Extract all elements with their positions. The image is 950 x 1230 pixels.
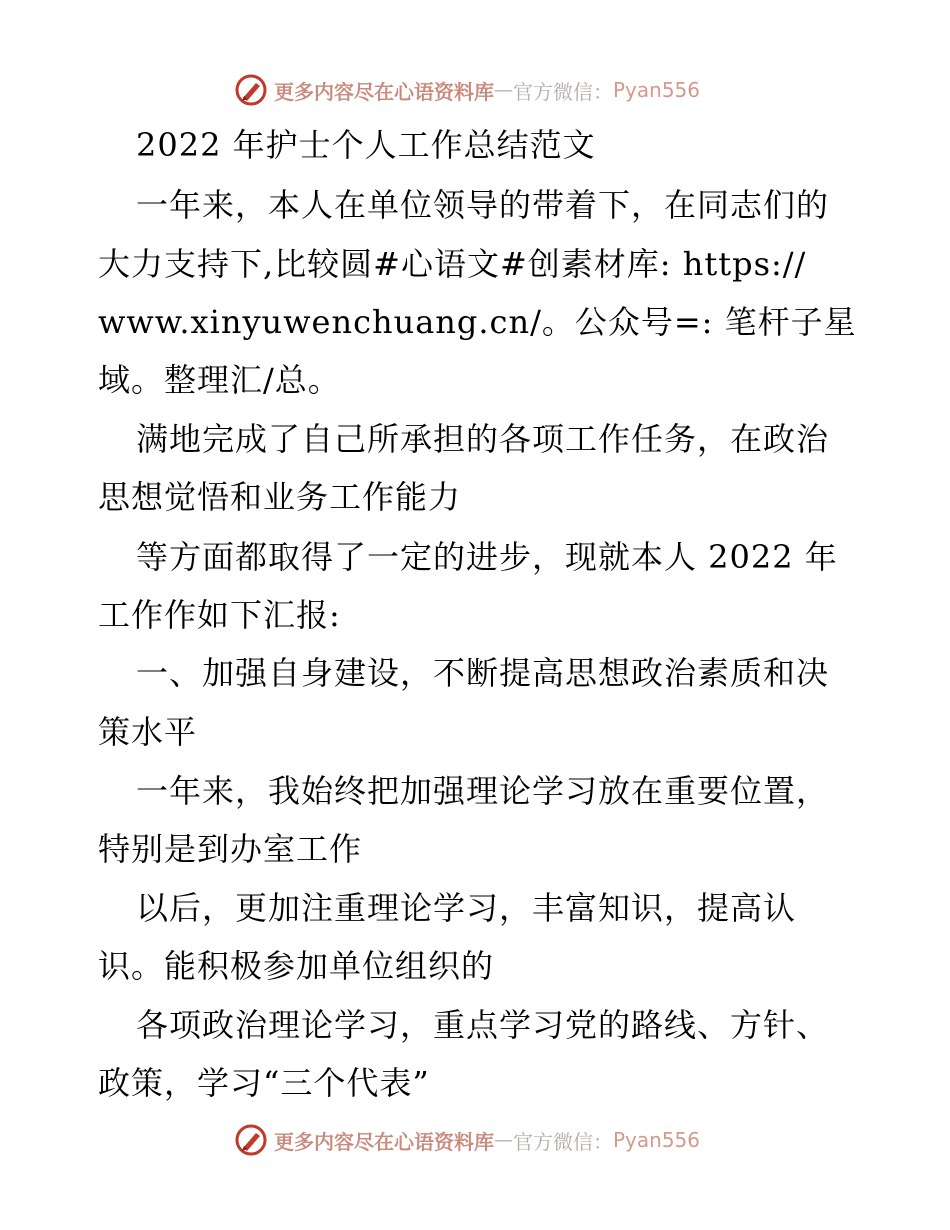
pen-logo-icon [234,73,268,107]
watermark-dash: — [494,79,513,101]
paragraph-line: 思想觉悟和业务工作能力 [98,478,462,516]
paragraph-line: 等方面都取得了一定的进步，现就本人 2022 年 [136,538,838,576]
paragraph-line: 工作作如下汇报: [98,596,341,634]
paragraph-line: 大力支持下,比较圆#心语文#创素材库: https:// [98,245,807,283]
watermark-banner-bottom [234,1122,700,1158]
paragraph-line: 各项政治理论学习，重点学习党的路线、方针、 [136,1006,830,1044]
watermark-dash: — [494,1129,513,1151]
paragraph-line: 一年来，本人在单位领导的带着下，在同志们的 [136,186,830,224]
paragraph-line: 政策，学习“三个代表” [98,1064,430,1102]
paragraph-line: 满地完成了自己所承担的各项工作任务，在政治 [136,420,830,458]
section-heading: 策水平 [98,713,198,751]
watermark-wechat-id: Pyan556 [613,1128,701,1152]
watermark-official-label: 官方微信： [513,79,613,104]
watermark-banner-top [234,72,700,108]
paragraph-line: 一年来，我始终把加强理论学习放在重要位置， [136,772,830,810]
watermark-promo-text: 更多内容尽在心语资料库 [274,1129,494,1154]
watermark-official-label: 官方微信： [513,1129,613,1154]
document-title: 2022 年护士个人工作总结范文 [136,126,596,164]
section-heading: 一、加强自身建设，不断提高思想政治素质和决 [136,654,830,692]
pen-logo-icon [234,1123,268,1157]
paragraph-line: 特别是到办室工作 [98,830,363,868]
watermark-promo-text: 更多内容尽在心语资料库 [274,79,494,104]
paragraph-line: 域。整理汇/总。 [98,361,341,399]
paragraph-line: www.xinyuwenchuang.cn/。公众号=: 笔杆子星 [98,303,857,341]
watermark-wechat-id: Pyan556 [613,78,701,102]
paragraph-line: 识。能积极参加单位组织的 [98,947,495,985]
paragraph-line: 以后，更加注重理论学习，丰富知识，提高认 [136,889,797,927]
